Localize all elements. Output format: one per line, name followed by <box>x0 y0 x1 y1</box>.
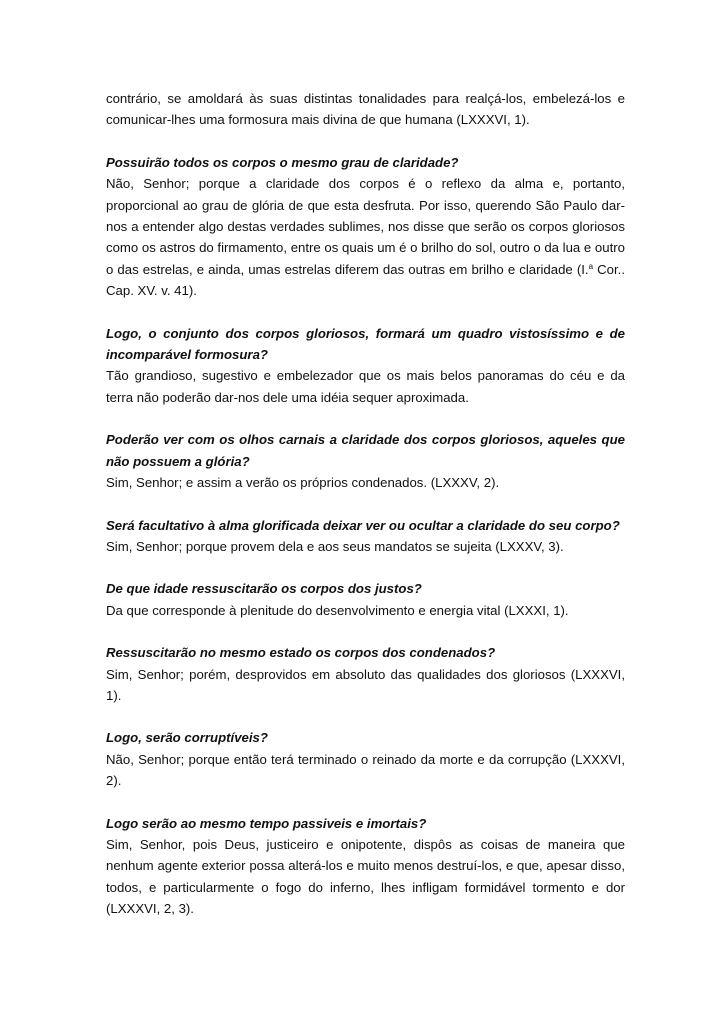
document-page <box>106 88 625 941</box>
question-text: Poderão ver com os olhos carnais a claridade dos corpos gloriosos, aqueles que não possuem a glória? <box>106 432 625 469</box>
answer-text: Sim, Senhor, pois Deus, justiceiro e onipotente, dispôs as coisas de maneira que nenhum agente exterior possa alterá-los e muito menos destruí-los, e que, apesar disso, todos, e particularmente o fogo do inferno, lhes infligam formidável tormento e dor (LXXXVI, 2, 3). <box>106 836 625 917</box>
qa-block-facultativo <box>106 515 625 558</box>
qa-block-claridade <box>106 152 625 302</box>
question-text: Será facultativo à alma glorificada deixar ver ou ocultar a claridade do seu corpo? <box>106 517 620 533</box>
intro-paragraph: contrário, se amoldará às suas distintas tonalidades para realçá-los, embelezá-los e comunicar-lhes uma formosura mais divina de que humana (LXXXVI, 1). <box>106 91 625 128</box>
answer-text: Sim, Senhor; porém, desprovidos em absoluto das qualidades dos gloriosos (LXXXVI, 1). <box>106 666 625 703</box>
qa-block-corruptiveis <box>106 727 625 791</box>
answer-text: Tão grandioso, sugestivo e embelezador que os mais belos panoramas do céu e da terra não poderão dar-nos dele uma idéia sequer aproximada. <box>106 368 625 405</box>
qa-block-olhos-carnais <box>106 429 625 493</box>
superscript-ordinal: a <box>588 261 594 271</box>
qa-block-conjunto <box>106 323 625 409</box>
qa-block-passiveis <box>106 813 625 920</box>
answer-text: Não, Senhor; porque então terá terminado o reinado da morte e da corrupção (LXXXVI, 2). <box>106 751 625 789</box>
question-text: Possuirão todos os corpos o mesmo grau de claridade? <box>106 154 459 170</box>
question-text: Logo serão ao mesmo tempo passiveis e imortais? <box>106 815 427 831</box>
qa-block-idade <box>106 578 625 621</box>
question-text: Logo, o conjunto dos corpos gloriosos, formará um quadro vistosíssimo e de incomparável formosura? <box>106 325 625 363</box>
question-text: De que idade ressuscitarão os corpos dos justos? <box>106 581 422 597</box>
qa-block-condenados <box>106 642 625 706</box>
answer-text: Sim, Senhor; porque provem dela e aos seus mandatos se sujeita (LXXXV, 3). <box>106 538 564 554</box>
answer-text: Da que corresponde à plenitude do desenvolvimento e energia vital (LXXXI, 1). <box>106 602 569 618</box>
question-text: Ressuscitarão no mesmo estado os corpos dos condenados? <box>106 645 496 661</box>
answer-text-part: Cor.. Cap. XV. v. 41). <box>106 261 625 299</box>
question-text: Logo, serão corruptíveis? <box>106 730 268 746</box>
answer-text-part: Não, Senhor; porque a claridade dos corpos é o reflexo da alma e, portanto, proporcional ao grau de glória de que esta desfruta. Por isso, querendo São Paulo dar-nos a entender algo destas verdades sublimes, nos disse que serão os corpos gloriosos como os astros do firmamento, entre os quais um é o brilho do sol, outro o da lua e outro o das estrelas, e ainda, umas estrelas diferem das outras em brilho e claridade (I. <box>106 176 625 277</box>
answer-text <box>106 173 625 301</box>
answer-text: Sim, Senhor; e assim a verão os próprios condenados. (LXXXV, 2). <box>106 475 500 491</box>
